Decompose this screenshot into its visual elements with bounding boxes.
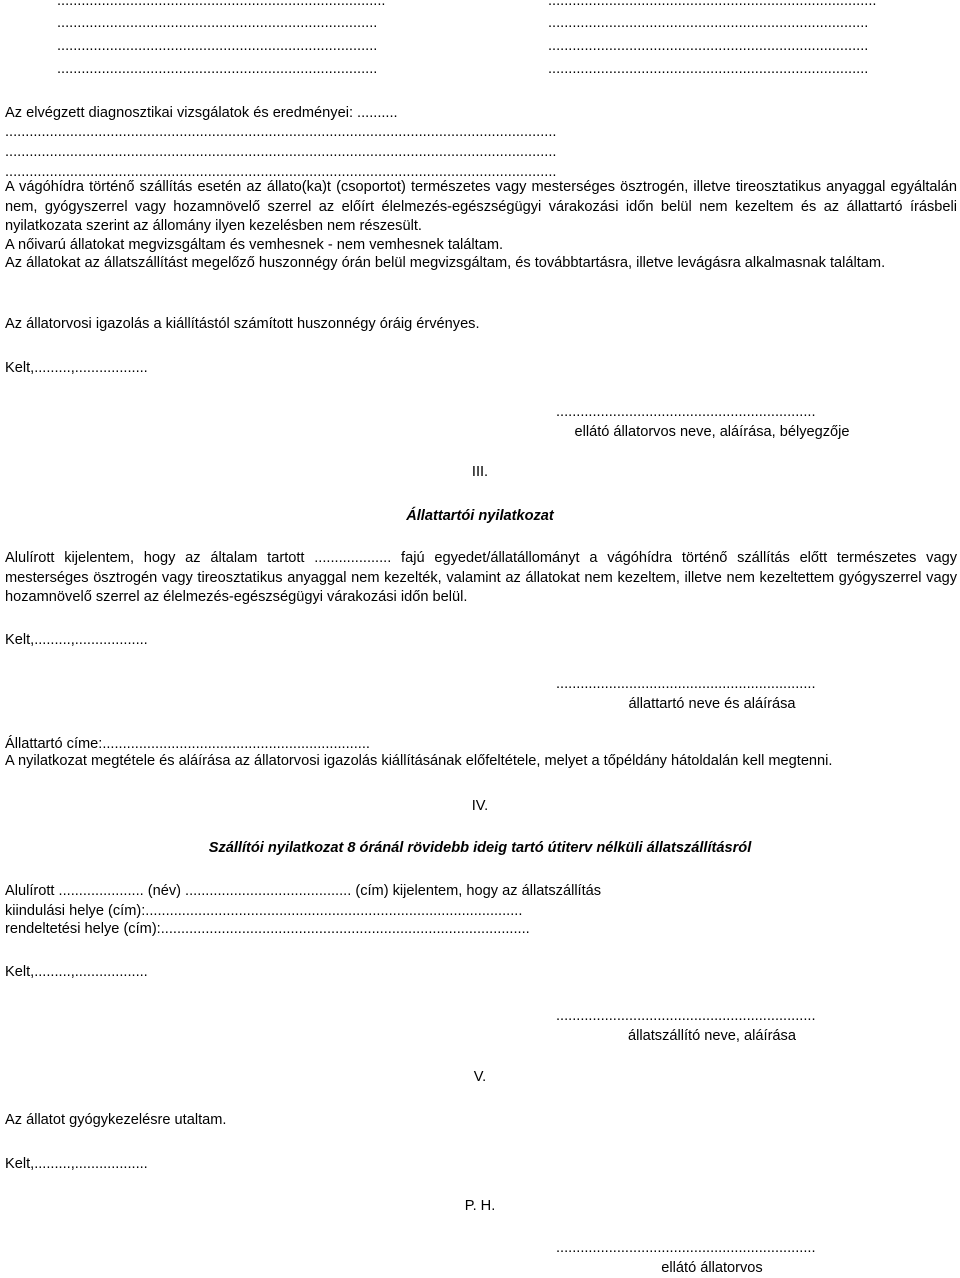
owner-address-line: Állattartó címe:.................................................................. <box>5 736 370 752</box>
top-dots-right-2: ............................................................................... <box>548 15 869 31</box>
signature-label: állattartó neve és aláírása <box>628 696 796 712</box>
signature-dots: ................................................................ <box>556 404 816 420</box>
top-dots-left-3: ............................................................................... <box>57 38 378 54</box>
kelt-line-2: Kelt,.........,.................. <box>5 632 148 648</box>
treatment-referral-statement: Az állatot gyógykezelésre utaltam. <box>5 1112 227 1128</box>
signature-label: ellátó állatorvos neve, aláírása, bélyegzője <box>574 424 850 440</box>
signature-dots: ................................................................ <box>556 1008 816 1024</box>
kelt-line-1: Kelt,.........,.................. <box>5 360 148 376</box>
destination-address-line: rendeltetési helye (cím):........................................................................................... <box>5 921 530 937</box>
transporter-line-1: Alulírott ..................... (név) ......................................... (cím) kijelentem, hogy az állatszállítás <box>5 883 602 899</box>
section-number-iv: IV. <box>471 798 489 814</box>
section-title-owner-declaration: Állattartói nyilatkozat <box>406 508 554 524</box>
top-dots-left-1: ................................................................................. <box>57 0 386 9</box>
signature-label: ellátó állatorvos <box>661 1260 763 1276</box>
top-dots-left-4: ............................................................................... <box>57 61 378 77</box>
examination-paragraph: Az állatokat az állatszállítást megelőző huszonnégy órán belül megvizsgáltam, és továbbtartásra, illetve levágásra alkalmasnak találtam. <box>5 255 886 271</box>
diagnostics-dots-2: ........................................................................................................................................ <box>5 144 557 160</box>
section-number-v: V. <box>473 1069 487 1085</box>
vet-final-signature-block <box>552 1238 872 1278</box>
certification-paragraph: A vágóhídra történő szállítás esetén az állato(ka)t (csoportot) természetes vagy mesterséges ösztrogén, illetve tireosztatikus anyaggal egyáltalán nem, gyógyszerrel vagy hozamnövelő szerrel az előírt élelmezés-egészségügyi várakozási időn belül nem kezeltem és az állattartó írásbeli nyilatkozata szerint az állomány ilyen kezelésben nem részesült. <box>5 179 957 234</box>
top-dots-right-4: ............................................................................... <box>548 61 869 77</box>
section-number-iii: III. <box>471 464 489 480</box>
owner-declaration-body: Alulírott kijelentem, hogy az általam tartott ................... fajú egyedet/állatállományt a vágóhídra történő szállítás előtt természetes vagy mesterséges ösztrogén vagy tireosztatikus anyaggal nem kezelték, valamint az állatokat nem kezeltem, illetve nem kezeltettem gyógyszerrel vagy hozamnövelő szerrel az élelmezés-egészségügyi várakozási időn belül. <box>5 550 957 605</box>
diagnostics-dots-3: ........................................................................................................................................ <box>5 164 557 180</box>
top-dots-right-3: ............................................................................... <box>548 38 869 54</box>
section-title-transporter-declaration: Szállítói nyilatkozat 8 óránál rövidebb ideig tartó útiterv nélküli állatszállításról <box>208 840 752 856</box>
kelt-line-3: Kelt,.........,.................. <box>5 964 148 980</box>
kelt-line-4: Kelt,.........,.................. <box>5 1156 148 1172</box>
diagnostics-line: Az elvégzett diagnosztikai vizsgálatok és eredményei: .......... <box>5 105 398 121</box>
validity-statement: Az állatorvosi igazolás a kiállítástól számított huszonnégy óráig érvényes. <box>5 316 480 332</box>
top-dots-right-1: ................................................................................. <box>548 0 877 9</box>
transporter-signature-block <box>552 1006 872 1046</box>
owner-signature-block <box>552 674 872 714</box>
signature-label: állatszállító neve, aláírása <box>628 1028 796 1044</box>
declaration-note: A nyilatkozat megtétele és aláírása az állatorvosi igazolás kiállításának előfeltétele, melyet a tőpéldány hátoldalán kell megtenni. <box>5 753 833 769</box>
signature-dots: ................................................................ <box>556 1240 816 1256</box>
diagnostics-dots-1: ........................................................................................................................................ <box>5 124 557 140</box>
vet-signature-block <box>552 402 872 442</box>
signature-dots: ................................................................ <box>556 676 816 692</box>
stamp-placeholder: P. H. <box>464 1198 496 1214</box>
origin-address-line: kiindulási helye (cím):............................................................................................. <box>5 903 523 919</box>
pregnancy-statement: A nőivarú állatokat megvizsgáltam és vemhesnek - nem vemhesnek találtam. <box>5 237 504 253</box>
top-dots-left-2: ............................................................................... <box>57 15 378 31</box>
